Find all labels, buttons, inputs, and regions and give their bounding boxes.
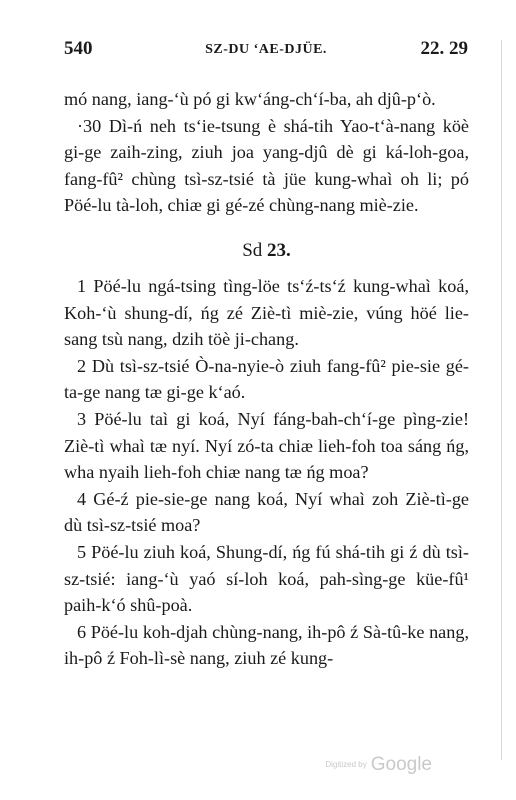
verse-paragraph: 3 Pöé-lu taì gi koá, Nyí fáng-bah-ch‘í-ge pìng-zie! Ziè-tì whaì tæ nyí. Nyí zó-ta chiæ lieh-foh toa sáng ńg, wha nyaih lieh-foh chiæ nang tæ ńg moa? [64, 408, 469, 483]
paragraph: ·30 Dì-ń neh ts‘ie-tsung è shá-tih Yao-t‘à-nang köè gi-ge zaih-zing, ziuh joa yang-djû dè gi ká-loh-goa, fang-fû² chùng tsì-sz-tsié tà jüe kung-whaì oh li; pó Pöé-lu tà-loh, chiæ gi gé-zé chùng-nang miè-zie. [64, 115, 469, 216]
watermark-brand: Google [370, 754, 432, 775]
verse-paragraph: 4 Gé-ź pie-sie-ge nang koá, Nyí whaì zoh Ziè-tì-ge dù tsì-sz-tsié moa? [64, 488, 469, 536]
section-label: Sd [242, 239, 263, 261]
verse-paragraph: 1 Pöé-lu ngá-tsing tìng-löe ts‘ź-ts‘ź kung-whaì koá, Koh-‘ù shung-dí, ńg zé Ziè-tì miè-zie, vúng höé lie-sang tsù nang, dzih töè ji-chang. [64, 275, 469, 350]
running-title: SZ-DU ‘AE-DJÜE. [205, 42, 327, 57]
paragraph: mó nang, iang-‘ù pó gi kw‘áng-ch‘í-ba, ah djû-p‘ò. [64, 89, 436, 109]
page-header [64, 38, 468, 68]
section-heading [64, 239, 469, 263]
page-body [64, 86, 469, 672]
page-edge-divider [501, 40, 502, 760]
verse-paragraph: 5 Pöé-lu ziuh koá, Shung-dí, ńg fú shá-tih gi ź dù tsì-sz-tsié: iang-‘ù yaó sí-loh koá, pah-sìng-ge küe-fû¹ paih-k‘ó shû-poà. [64, 541, 469, 616]
verse-paragraph: 2 Dù tsì-sz-tsié Ò-na-nyie-ò ziuh fang-fû² pie-sie gé-ta-ge nang tæ gi-ge k‘aó. [64, 355, 469, 403]
verse-paragraph: 6 Pöé-lu koh-djah chùng-nang, ih-pô ź Sà-tû-ke nang, ih-pô ź Foh-lì-sè nang, ziuh zé kung- [64, 621, 469, 669]
page-number: 540 [64, 38, 93, 59]
watermark-prefix: Digitized by [325, 760, 367, 770]
digitized-watermark [325, 754, 432, 776]
section-number: 23. [267, 239, 291, 261]
chapter-verse-ref: 22. 29 [420, 38, 468, 59]
